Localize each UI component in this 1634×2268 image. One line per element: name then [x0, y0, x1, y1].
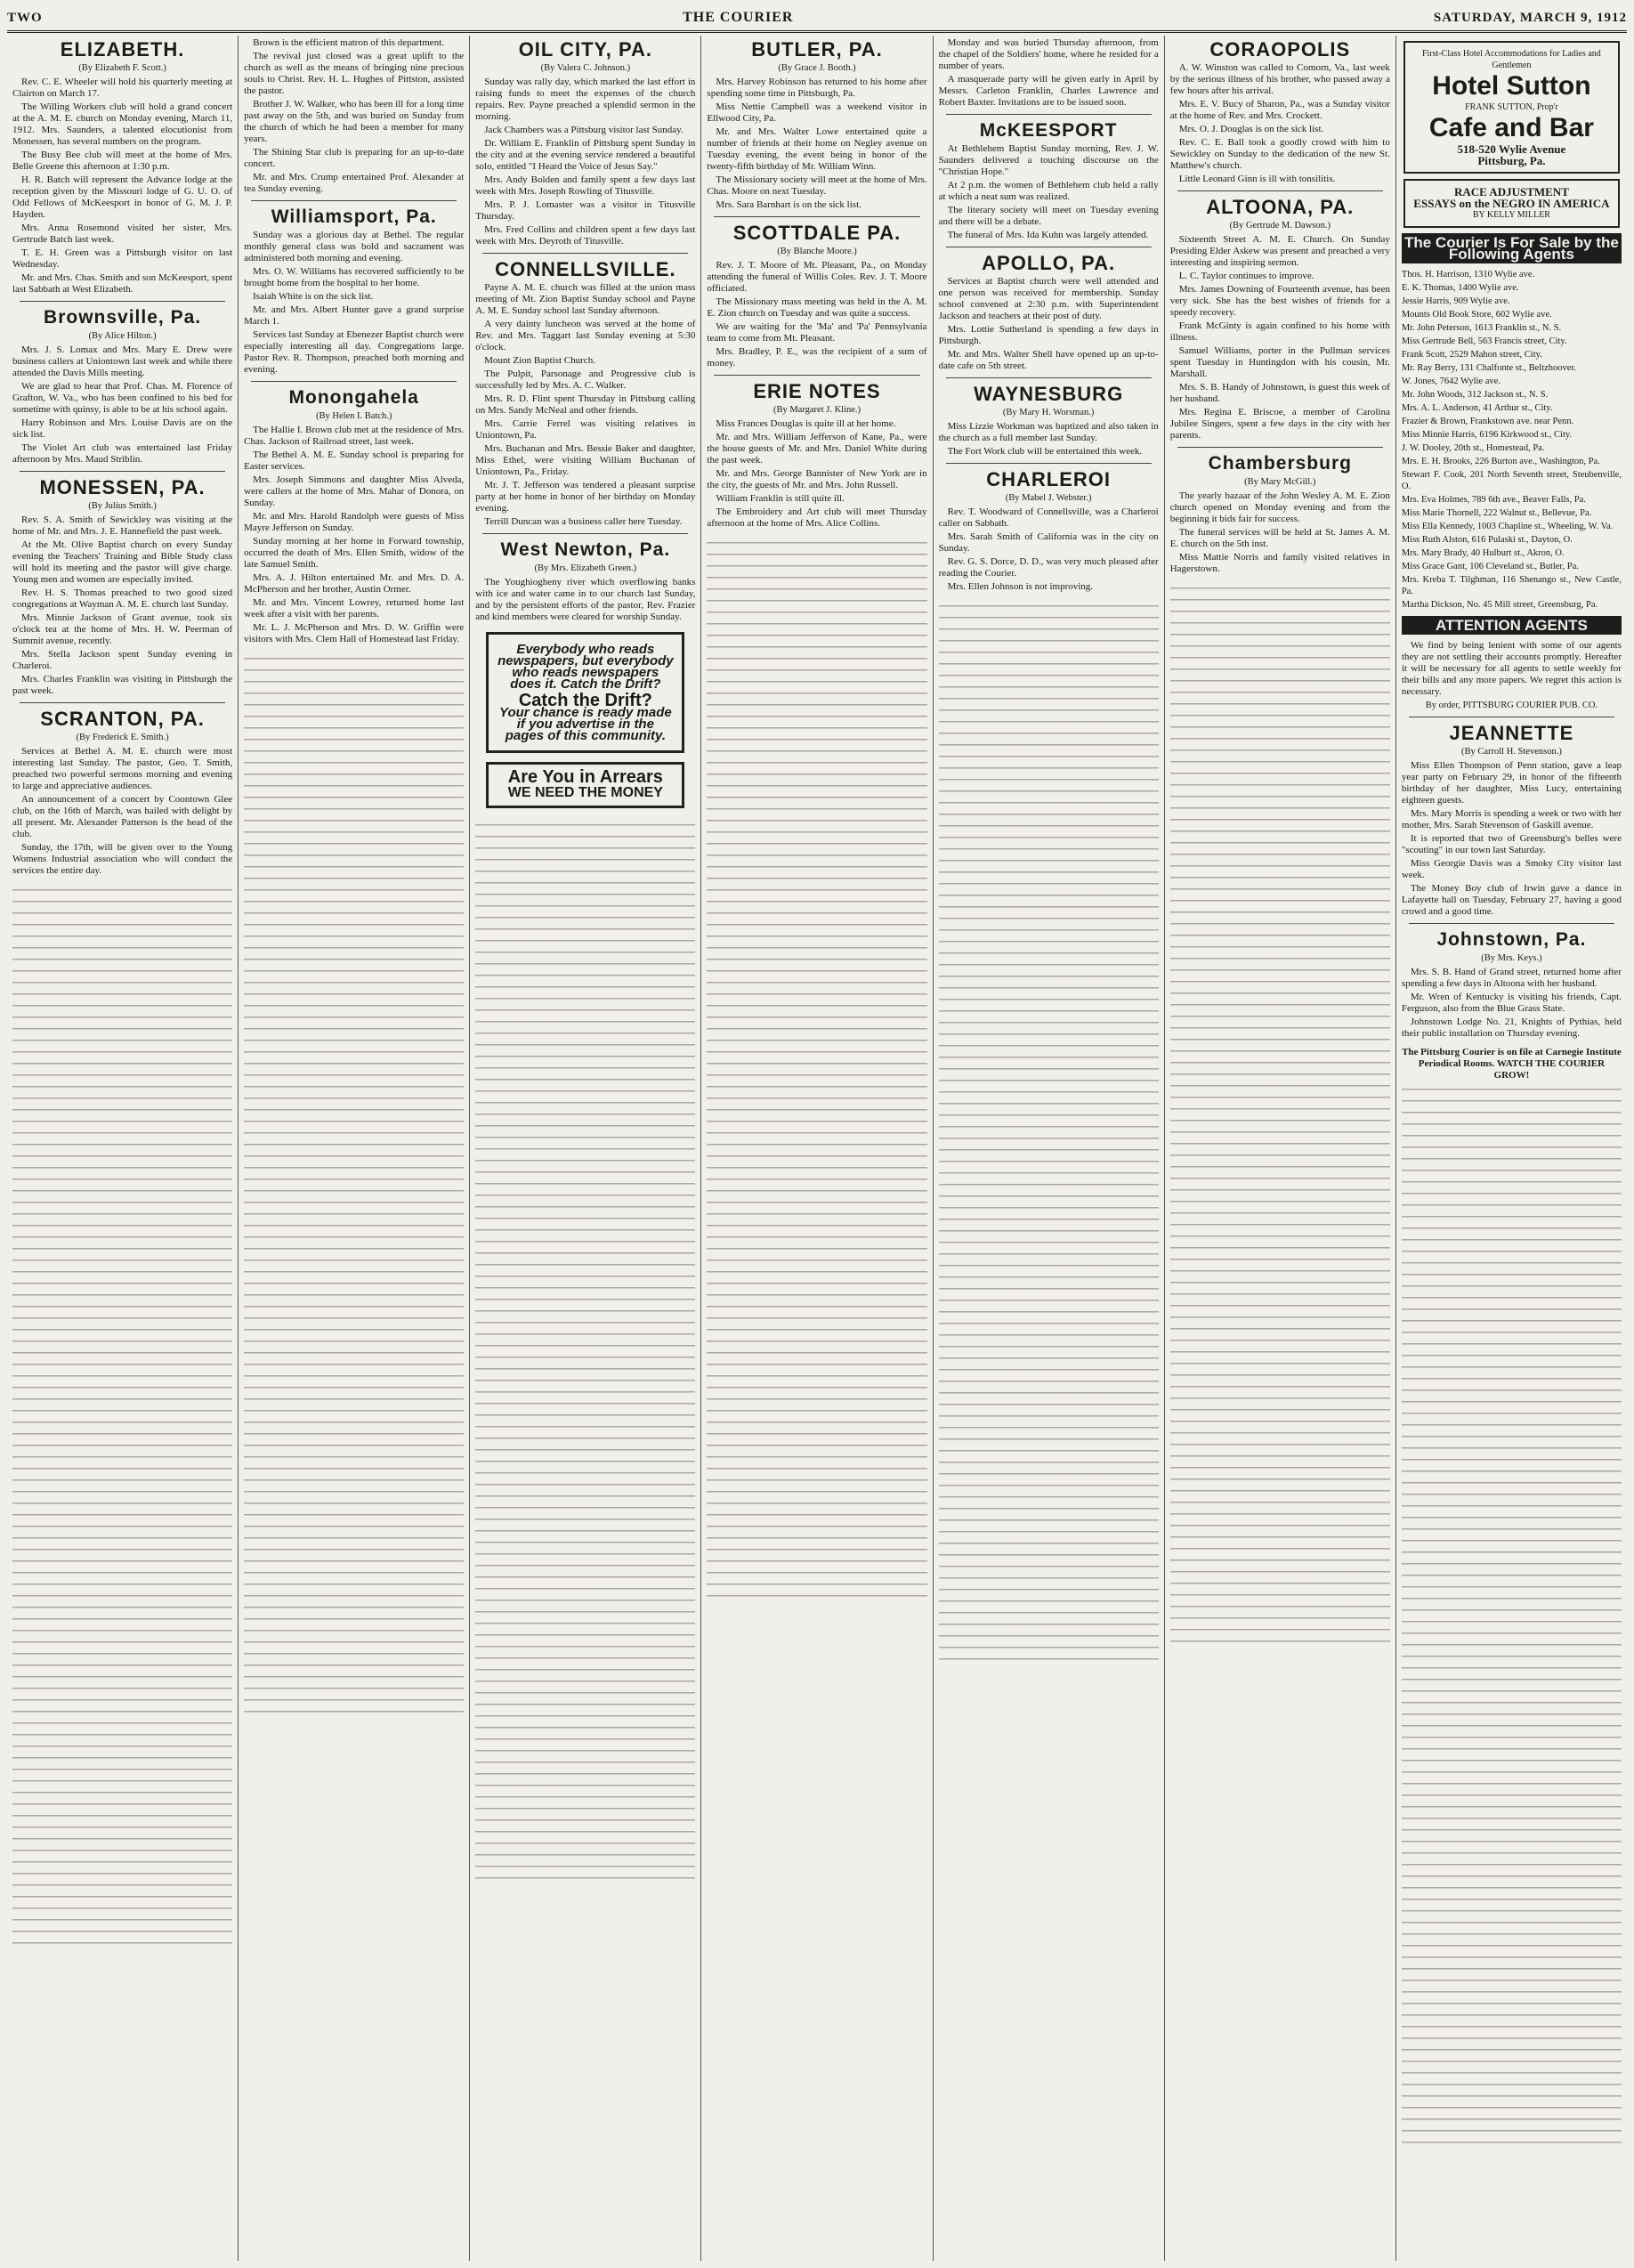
divider: [946, 377, 1152, 378]
ad-headline: RACE ADJUSTMENT: [1453, 185, 1569, 198]
ad-headline: Are You in Arrears: [507, 767, 663, 787]
paragraph: We find by being lenient with some of our agents they are not settling their accounts promptly. Hereafter it will be necessary for all agents to settle weekly for their bills and any more papers. We regret this action is necessary.: [1401, 640, 1622, 697]
paragraph: Mrs. E. V. Bucy of Sharon, Pa., was a Sunday visitor at the home of Rev. and Mrs. Crockett.: [1169, 99, 1390, 121]
article-byline: (By Mary McGill.): [1244, 477, 1316, 487]
paragraph: T. E. H. Green was a Pittsburgh visitor on last Wednesday.: [12, 247, 233, 270]
agents-list: [1402, 269, 1622, 611]
article-title: SCRANTON, PA.: [40, 708, 205, 730]
article-brownsville: [12, 307, 232, 466]
paragraph: Mrs. Minnie Jackson of Grant avenue, took six o'clock tea at the home of Mrs. H. W. Peerman of Summit avenue, recently.: [12, 612, 233, 646]
ad-headline: Hotel Sutton: [1432, 71, 1591, 101]
article-title: CHARLEROI: [986, 468, 1112, 490]
paragraph: Mrs. J. S. Lomax and Mrs. Mary E. Drew were business callers at Uniontown last week and while there attended the Davis Mills meeting.: [12, 344, 233, 378]
article-monongahela: [244, 387, 464, 645]
paragraph: At 2 p.m. the women of Bethlehem club held a rally at which a neat sum was realized.: [938, 180, 1159, 202]
list-item: Mrs. Mary Brady, 40 Hulburt st., Akron, O.: [1401, 548, 1565, 558]
ad-address: 518-520 Wylie Avenue: [1457, 142, 1566, 156]
divider: [946, 463, 1152, 464]
article-byline: (By Grace J. Booth.): [778, 63, 856, 73]
paragraph: Sunday was a glorious day at Bethel. The regular monthly general class was bold and sacrament was administered both morning and evening.: [244, 230, 465, 263]
paragraph: The Busy Bee club will meet at the home of Mrs. Belle Greene this afternoon at 1:30 p.m.: [12, 150, 233, 172]
article-byline: (By Carroll H. Stevenson.): [1460, 747, 1562, 757]
paragraph: Little Leonard Ginn is ill with tonsilitis.: [1178, 174, 1336, 184]
ad-text: Everybody who reads newspapers, but everybody who reads newspapers does it. Catch the Drift?: [497, 642, 674, 692]
column-3: [470, 36, 701, 2261]
paragraph: Jack Chambers was a Pittsburg visitor last Sunday.: [484, 125, 684, 135]
article-title: WAYNESBURG: [974, 383, 1124, 405]
text-filler: [707, 535, 926, 1603]
article-byline: (By Mrs. Keys.): [1481, 953, 1542, 963]
attention-notice: [1402, 640, 1622, 711]
paragraph: The funeral services will be held at St. James A. M. E. church on the 5th inst.: [1169, 527, 1390, 549]
paragraph: An announcement of a concert by Coontown Glee club, on the 16th of March, was hailed with delight by all present. Mr. Alexander Patterson is the head of the club.: [12, 794, 233, 839]
paragraph: Mr. and Mrs. Walter Shell have opened up an up-to-date cafe on 5th street.: [938, 349, 1159, 371]
column-4: [701, 36, 933, 2261]
article-byline: (By Margaret J. Kline.): [773, 405, 861, 415]
newspaper-page: [7, 36, 1627, 2261]
text-filler: [1170, 580, 1390, 1648]
paragraph: Mrs. Lottie Sutherland is spending a few days in Pittsburgh.: [938, 324, 1159, 346]
ad-headline: Catch the Drift?: [518, 691, 652, 710]
article-monessen: [12, 477, 232, 697]
divider: [251, 200, 457, 201]
divider: [482, 253, 688, 254]
paragraph: The Money Boy club of Irwin gave a dance in Lafayette hall on Tuesday, February 27, having a good crowd and a good time.: [1401, 883, 1622, 917]
ad-city: Pittsburg, Pa.: [1477, 154, 1546, 167]
arrears-ad: [486, 762, 684, 808]
list-item: Miss Ruth Alston, 616 Pulaski st., Dayton, O.: [1401, 535, 1573, 545]
article-title: ERIE NOTES: [753, 380, 881, 402]
paragraph: A masquerade party will be given early in April by Messrs. Carleton Franklin, Charles Lawrence and Robert Baxter. Invitations are to be issued soon.: [938, 74, 1159, 108]
paragraph: Mrs. R. D. Flint spent Thursday in Pittsburg calling on Mrs. Sandy McNeal and other friends.: [475, 393, 696, 416]
page-number: TWO: [7, 10, 43, 25]
article-chambersburg: [1170, 453, 1390, 575]
catch-the-drift-ad: [486, 632, 684, 753]
article-title: SCOTTDALE PA.: [732, 222, 902, 244]
paragraph: Mrs. Sara Barnhart is on the sick list.: [716, 199, 861, 210]
paragraph: At the Mt. Olive Baptist church on every Sunday evening the Teachers' Training and Bible Study class will hold its meeting and the pastor will give charge. Young men and women are especially invited.: [12, 539, 233, 585]
text-filler: [939, 598, 1159, 1666]
text-filler: [1402, 1081, 1622, 2150]
paper-name: THE COURIER: [683, 10, 794, 25]
paragraph: William Franklin is still quite ill.: [716, 493, 845, 504]
paragraph: Mrs. Ellen Johnson is not improving.: [947, 581, 1094, 592]
ad-text: FRANK SUTTON, Prop'r: [1465, 102, 1558, 112]
divider: [20, 301, 225, 302]
column-7: [1396, 36, 1627, 2261]
paragraph: L. C. Taylor continues to improve.: [1178, 271, 1314, 281]
paragraph: The literary society will meet on Tuesday evening and there will be a debate.: [938, 205, 1159, 227]
paragraph: Mrs. P. J. Lomaster was a visitor in Titusville Thursday.: [475, 199, 696, 222]
article-title: Brownsville, Pa.: [44, 307, 202, 328]
paragraph: Mr. J. T. Jefferson was tendered a pleasant surprise party at her home in honor of her birthday on Monday evening.: [475, 480, 696, 514]
article-byline: (By Helen I. Batch.): [315, 411, 392, 421]
list-item: Miss Gertrude Bell, 563 Francis street, City.: [1401, 336, 1567, 346]
article-title: ELIZABETH.: [60, 38, 185, 61]
list-item: Mounts Old Book Store, 602 Wylie ave.: [1401, 310, 1552, 320]
paragraph: Miss Mattie Norris and family visited relatives in Hagerstown.: [1169, 552, 1390, 574]
paragraph: Services at Baptist church were well attended and one person was received for membership. Sunday school convened at 2:30 p.m. with Superintendent Jackson and teachers at their post of duty.: [938, 276, 1159, 321]
article-title: Johnstown, Pa.: [1436, 929, 1587, 950]
paragraph: Rev. C. E. Ball took a goodly crowd with him to Sewickley on Sunday to the dedication of the new St. Matthew's church.: [1169, 137, 1390, 171]
list-item: Miss Marie Thornell, 222 Walnut st., Bellevue, Pa.: [1401, 508, 1592, 518]
list-item: Mrs. E. H. Brooks, 226 Burton ave., Washington, Pa.: [1401, 457, 1600, 466]
paragraph: Mr. and Mrs. Vincent Lowrey, returned home last week after a visit with her parents.: [244, 597, 465, 620]
article-continued: [939, 37, 1159, 109]
paragraph: The yearly bazaar of the John Wesley A. M. E. Zion church opened on Monday evening and from the beginning it bids fair for success.: [1169, 490, 1390, 524]
paragraph: Mrs. S. B. Handy of Johnstown, is guest this week of her husband.: [1169, 382, 1390, 404]
paragraph: The funeral of Mrs. Ida Kuhn was largely attended.: [947, 230, 1149, 240]
article-title: ALTOONA, PA.: [1206, 196, 1355, 218]
paragraph: Mrs. Harvey Robinson has returned to his home after spending some time in Pittsburgh, Pa.: [707, 77, 927, 99]
paragraph: The Missionary society will meet at the home of Mrs. Chas. Moore on next Tuesday.: [707, 174, 927, 197]
paragraph: The Youghiogheny river which overflowing banks with ice and water came in to our church last Sunday, and by the persistent efforts of the pastor, Rev. Frazier and kind members were cleared for worship Sunday.: [475, 577, 696, 622]
ad-text: ESSAYS on the NEGRO IN AMERICA: [1413, 197, 1610, 210]
list-item: E. K. Thomas, 1400 Wylie ave.: [1401, 283, 1519, 293]
paragraph: Miss Nettie Campbell was a weekend visitor in Ellwood City, Pa.: [707, 101, 927, 124]
article-title: Williamsport, Pa.: [271, 207, 437, 227]
article-charleroi: [939, 469, 1159, 593]
article-byline: (By Elizabeth F. Scott.): [78, 63, 166, 73]
paragraph: The Violet Art club was entertained last Friday afternoon by Mrs. Maud Striblin.: [12, 442, 233, 465]
courier-footer-notice: The Pittsburg Courier is on file at Carnegie Institute Periodical Rooms. WATCH THE COURIER GROW!: [1402, 1047, 1622, 1081]
paragraph: Dr. William E. Franklin of Pittsburg spent Sunday in the city and at the evening service rendered a beautiful solo, entitled "I Heard the Voice of Jesus Say.": [475, 138, 696, 172]
article-title: MONESSEN, PA.: [39, 476, 206, 498]
paragraph: Rev. T. Woodward of Connellsville, was a Charleroi caller on Sabbath.: [938, 506, 1159, 529]
paragraph: Mrs. Stella Jackson spent Sunday evening in Charleroi.: [12, 649, 233, 671]
article-title: APOLLO, PA.: [982, 252, 1116, 274]
divider: [714, 375, 919, 376]
text-filler: [12, 882, 232, 1950]
list-item: Stewart F. Cook, 201 North Seventh street, Steubenville, O.: [1401, 470, 1622, 491]
article-waynesburg: [939, 384, 1159, 458]
article-title: OIL CITY, PA.: [518, 38, 653, 61]
divider: [1177, 190, 1383, 191]
paragraph: It is reported that two of Greensburg's belles were "scouting" in our town last Saturday.: [1401, 833, 1622, 855]
article-erie-notes: [707, 381, 926, 530]
article-byline: (By Frederick E. Smith.): [76, 733, 169, 742]
ad-text: WE NEED THE MONEY: [507, 785, 663, 800]
divider: [20, 471, 225, 472]
column-2: [239, 36, 470, 2261]
article-scottdale: [707, 223, 926, 369]
notice-signature: By order, PITTSBURG COURIER PUB. CO.: [1425, 701, 1598, 710]
article-title: Monongahela: [288, 387, 419, 408]
article-byline: (By Mrs. Elizabeth Green.): [534, 563, 637, 573]
article-title: Chambersburg: [1208, 453, 1352, 474]
list-item: Jessie Harris, 909 Wylie ave.: [1401, 296, 1510, 306]
paragraph: Mrs. Sarah Smith of California was in the city on Sunday.: [938, 531, 1159, 554]
paragraph: Brother J. W. Walker, who has been ill for a long time past away on the 5th, and was buried on Sunday from the church of which he had been a member for many years.: [244, 99, 465, 144]
paragraph: The Missionary mass meeting was held in the A. M. E. Zion church on Tuesday and was quite a success.: [707, 296, 927, 319]
list-item: Martha Dickson, No. 45 Mill street, Greensburg, Pa.: [1401, 600, 1598, 610]
masthead: [7, 5, 1627, 33]
list-item: Mrs. A. L. Anderson, 41 Arthur st., City.: [1401, 403, 1553, 413]
article-byline: (By Gertrude M. Dawson.): [1229, 221, 1331, 231]
hotel-sutton-ad: [1403, 41, 1620, 174]
divider: [251, 381, 457, 382]
paragraph: Miss Ellen Thompson of Penn station, gave a leap year party on February 29, in honor of the fifteenth birthday of her daughter, Miss Lucy, entertaining eighteen guests.: [1401, 760, 1622, 806]
paragraph: Isaiah White is on the sick list.: [253, 291, 374, 302]
article-title: BUTLER, PA.: [751, 38, 883, 61]
paragraph: Rev. G. S. Dorce, D. D., was very much pleased after reading the Courier.: [938, 556, 1159, 579]
paragraph: Sunday, the 17th, will be given over to the Young Womens Industrial association who will conduct the services the entire day.: [12, 842, 233, 876]
list-item: Mr. John Woods, 312 Jackson st., N. S.: [1401, 390, 1549, 400]
article-elizabeth: [12, 39, 232, 296]
divider: [482, 533, 688, 534]
paragraph: Mr. and Mrs. Harold Randolph were guests of Miss Mayre Jefferson on Sunday.: [244, 511, 465, 533]
paragraph: Miss Georgie Davis was a Smoky City visitor last week.: [1401, 858, 1622, 880]
paragraph: The Fort Work club will be entertained this week.: [947, 446, 1143, 457]
paragraph: Harry Robinson and Mrs. Louise Davis are on the sick list.: [12, 417, 233, 440]
paragraph: We are glad to hear that Prof. Chas. M. Florence of Grafton, W. Va., who has been confined to his bed for sometime with quinsy, is able to be at his school again.: [12, 381, 233, 415]
text-filler: [475, 817, 695, 1885]
paragraph: The Bethel A. M. E. Sunday school is preparing for Easter services.: [244, 450, 465, 472]
article-byline: (By Julius Smith.): [88, 501, 157, 511]
article-oil-city: [475, 39, 695, 247]
paragraph: Services last Sunday at Ebenezer Baptist church were especially interesting all day. Congregations large. Pastor Rev. R. Thompson, preached both morning and evening.: [244, 329, 465, 375]
issue-date: SATURDAY, MARCH 9, 1912: [1433, 10, 1627, 25]
paragraph: Mrs. Charles Franklin was visiting in Pittsburgh the past week.: [12, 674, 233, 696]
paragraph: The Pulpit, Parsonage and Progressive club is successfully led by Mrs. A. C. Walker.: [475, 369, 696, 391]
paragraph: The Shining Star club is preparing for an up-to-date concert.: [244, 147, 465, 169]
paragraph: Mrs. Mary Morris is spending a week or two with her mother, Mrs. Sarah Stevenson of Gaskill avenue.: [1401, 808, 1622, 830]
paragraph: We are waiting for the 'Ma' and 'Pa' Pennsylvania team to come from Mt. Pleasant.: [707, 321, 927, 344]
paragraph: Sunday morning at her home in Forward township, occurred the death of Mrs. Ellen Smith, widow of the late Samuel Smith.: [244, 536, 465, 570]
paragraph: Mr. and Mrs. George Bannister of New York are in the city, the guests of Mr. and Mrs. John Russell.: [707, 468, 927, 490]
text-filler: [244, 651, 464, 1719]
column-6: [1165, 36, 1396, 2261]
paragraph: Mr. and Mrs. William Jefferson of Kane, Pa., were the house guests of Mr. and Mrs. Daniel White during the past week.: [707, 432, 927, 466]
agents-banner: The Courier Is For Sale by the Following Agents: [1402, 233, 1622, 263]
article-byline: (By Mary H. Worsman.): [1002, 408, 1095, 417]
article-apollo: [939, 253, 1159, 372]
paragraph: Rev. H. S. Thomas preached to two good sized congregations at Wayman A. M. E. church last Sunday.: [12, 587, 233, 610]
paragraph: Mrs. Buchanan and Mrs. Bessie Baker and daughter, Miss Ethel, were visiting William Buchanan of Uniontown, Pa., Friday.: [475, 443, 696, 477]
paragraph: A very dainty luncheon was served at the home of Rev. and Mrs. Taggart last Sunday evening at 5:30 o'clock.: [475, 319, 696, 352]
paragraph: Mr. and Mrs. Crump entertained Prof. Alexander at tea Sunday evening.: [244, 172, 465, 194]
list-item: Miss Grace Gant, 106 Cleveland st., Butler, Pa.: [1401, 562, 1579, 571]
ad-headline: Cafe and Bar: [1428, 113, 1594, 142]
list-item: Frazier & Brown, Frankstown ave. near Penn.: [1401, 417, 1574, 426]
list-item: Mrs. Eva Holmes, 789 6th ave., Beaver Falls, Pa.: [1401, 495, 1586, 505]
paragraph: Mr. and Mrs. Chas. Smith and son McKeesport, spent last Sabbath at West Elizabeth.: [12, 272, 233, 295]
attention-agents-banner: ATTENTION AGENTS: [1402, 616, 1622, 635]
paragraph: Mrs. Anna Rosemond visited her sister, Mrs. Gertrude Batch last week.: [12, 223, 233, 245]
paragraph: Sunday was rally day, which marked the last effort in raising funds to meet the expenses of the church repairs. Rev. Payne preached a splendid sermon in the morning.: [475, 77, 696, 122]
paragraph: Mrs. Andy Bolden and family spent a few days last week with Mrs. Joseph Rowling of Titusville.: [475, 174, 696, 197]
column-1: [7, 36, 239, 2261]
article-byline: (By Valera C. Johnson.): [540, 63, 631, 73]
list-item: Miss Minnie Harris, 6196 Kirkwood st., City.: [1401, 430, 1573, 440]
article-title: JEANNETTE: [1449, 722, 1574, 744]
paragraph: Sixteenth Street A. M. E. Church. On Sunday Presiding Elder Askew was present and preached a very interesting and inspiring sermon.: [1169, 234, 1390, 268]
paragraph: At Bethlehem Baptist Sunday morning, Rev. J. W. Saunders delivered a touching discourse on the "Christian Hope.": [938, 143, 1159, 177]
paragraph: Monday and was buried Thursday afternoon, from the chapel of the Soldiers' home, where he resided for a number of years.: [938, 37, 1159, 71]
paragraph: Miss Frances Douglas is quite ill at her home.: [716, 418, 896, 429]
article-connellsville: [475, 259, 695, 528]
paragraph: Rev. J. T. Moore of Mt. Pleasant, Pa., on Monday attending the funeral of Willis Coles. Rev. J. T. Moore officiated.: [707, 260, 927, 294]
paragraph: Johnstown Lodge No. 21, Knights of Pythias, held their public installation on Thursday evening.: [1401, 1017, 1622, 1039]
article-west-newton: [475, 539, 695, 623]
paragraph: The Embroidery and Art club will meet Thursday afternoon at the home of Mrs. Alice Collins.: [707, 506, 927, 529]
divider: [1409, 923, 1614, 924]
paragraph: Mrs. Joseph Simmons and daughter Miss Alveda, were callers at the home of Mrs. Mahar of Donora, on Sunday.: [244, 474, 465, 508]
paragraph: Brown is the efficient matron of this department.: [253, 37, 444, 48]
paragraph: Mrs. O. J. Douglas is on the sick list.: [1178, 124, 1324, 134]
article-byline: (By Alice Hilton.): [88, 331, 157, 341]
paragraph: Mrs. Regina E. Briscoe, a member of Carolina Jubilee Singers, spent a few days in the city with her parents.: [1169, 407, 1390, 441]
article-butler: [707, 39, 926, 211]
paragraph: Mrs. Carrie Ferrel was visiting relatives in Uniontown, Pa.: [475, 418, 696, 441]
article-title: West Newton, Pa.: [500, 539, 671, 560]
divider: [946, 114, 1152, 115]
paragraph: Mrs. A. J. Hilton entertained Mr. and Mrs. D. A. McPherson and her brother, Austin Ormer.: [244, 572, 465, 595]
divider: [1177, 447, 1383, 448]
paragraph: Miss Lizzie Workman was baptized and also taken in the church as a full member last Sunday.: [938, 421, 1159, 443]
article-title: CORAOPOLIS: [1209, 38, 1351, 61]
list-item: Thos. H. Harrison, 1310 Wylie ave.: [1401, 270, 1535, 279]
paragraph: The revival just closed was a great uplift to the church as well as the means of bringing nine precious souls to Christ. Rev. H. L. Hughes of Pittston, assisted the pastor.: [244, 51, 465, 96]
ad-text: BY KELLY MILLER: [1472, 210, 1550, 220]
divider: [20, 702, 225, 703]
article-byline: (By Mabel J. Webster.): [1005, 493, 1092, 503]
column-5: [934, 36, 1165, 2261]
article-johnstown: [1402, 929, 1622, 1040]
paragraph: Mount Zion Baptist Church.: [484, 355, 595, 366]
article-title: McKEESPORT: [979, 120, 1118, 141]
article-byline: (By Blanche Moore.): [777, 247, 857, 256]
list-item: Mrs. Kreba T. Tilghman, 116 Shenango st., New Castle, Pa.: [1401, 575, 1622, 596]
divider: [714, 216, 919, 217]
paragraph: Rev. C. E. Wheeler will hold his quarterly meeting at Clairton on March 17.: [12, 77, 233, 99]
paragraph: Mrs. Fred Collins and children spent a few days last week with Mrs. Deyroth of Titusville.: [475, 224, 696, 247]
paragraph: The Willing Workers club will hold a grand concert at the A. M. E. church on Monday evening, March 11, 1912. Mrs. Saunders, a talented elocutionist from Monessen, has several numbers on the program.: [12, 101, 233, 147]
ad-text: Your chance is ready made if you advertise in the pages of this community.: [499, 705, 672, 743]
paragraph: Terrill Duncan was a business caller here Tuesday.: [484, 516, 683, 527]
paragraph: A. W. Winston was called to Comorn, Va., last week by the serious illness of his brother, who passed away a few hours after his arrival.: [1169, 62, 1390, 96]
list-item: J. W. Dooley, 20th st., Homestead, Pa.: [1401, 443, 1545, 453]
article-continued: [244, 37, 464, 195]
article-jeannette: [1402, 723, 1622, 918]
paragraph: Frank McGinty is again confined to his home with illness.: [1169, 320, 1390, 343]
article-scranton: [12, 709, 232, 877]
article-title: CONNELLSVILLE.: [495, 258, 676, 280]
list-item: Miss Ella Kennedy, 1003 Chapline st., Wheeling, W. Va.: [1401, 522, 1614, 531]
article-mckeesport: [939, 120, 1159, 241]
paragraph: Rev. S. A. Smith of Sewickley was visiting at the home of Mr. and Mrs. J. E. Hannefield the past week.: [12, 514, 233, 537]
paragraph: Mrs. S. B. Hand of Grand street, returned home after spending a few days in Altoona with her husband.: [1401, 967, 1622, 989]
paragraph: Mr. and Mrs. Walter Lowe entertained quite a number of friends at their home on Negley avenue on Tuesday evening, the event being in honor of the twenty-fifth birthday of Mr. William Winn.: [707, 126, 927, 172]
paragraph: Mr. L. J. McPherson and Mrs. D. W. Griffin were visitors with Mrs. Clem Hall of Homestead last Friday.: [244, 622, 465, 644]
paragraph: Mrs. O. W. Williams has recovered sufficiently to be brought home from the hospital to her home.: [244, 266, 465, 288]
article-altoona: [1170, 197, 1390, 441]
race-adjustment-ad: [1403, 179, 1620, 228]
paragraph: The Hallie I. Brown club met at the residence of Mrs. Chas. Jackson of Railroad street, last week.: [244, 425, 465, 447]
article-coraopolis: [1170, 39, 1390, 185]
ad-text: First-Class Hotel Accommodations for Ladies and Gentlemen: [1422, 49, 1601, 70]
paragraph: H. R. Batch will represent the Advance lodge at the reception given by the Missouri lodge of G. U. O. of Odd Fellows of McKeesport in honor of G. M. J. P. Hayden.: [12, 174, 233, 220]
list-item: Mr. John Peterson, 1613 Franklin st., N. S.: [1401, 323, 1562, 333]
list-item: W. Jones, 7642 Wylie ave.: [1401, 377, 1501, 386]
paragraph: Mrs. Bradley, P. E., was the recipient of a sum of money.: [707, 346, 927, 369]
list-item: Frank Scott, 2529 Mahon street, City.: [1401, 350, 1542, 360]
paragraph: Samuel Williams, porter in the Pullman services spent Tuesday in Huntingdon with his cousin, Mr. Marshall.: [1169, 345, 1390, 379]
list-item: Mr. Ray Berry, 131 Chalfonte st., Beltzhoover.: [1401, 363, 1577, 373]
paragraph: Mr. Wren of Kentucky is visiting his friends, Capt. Ferguson, also from the Blue Grass State.: [1401, 992, 1622, 1014]
paragraph: Payne A. M. E. church was filled at the union mass meeting of Mt. Zion Baptist Sunday school and Payne A. M. E. Sunday school last Sunday afternoon.: [475, 282, 696, 316]
article-williamsport: [244, 207, 464, 376]
paragraph: Mr. and Mrs. Albert Hunter gave a grand surprise March 1.: [244, 304, 465, 327]
paragraph: Mrs. James Downing of Fourteenth avenue, has been very sick. She has the best wishes of friends for a speedy recovery.: [1169, 284, 1390, 318]
paragraph: Services at Bethel A. M. E. church were most interesting last Sunday. The pastor, Geo. T. Smith, preached two powerful sermons morning and evening to large and appreciative audiences.: [12, 746, 233, 791]
